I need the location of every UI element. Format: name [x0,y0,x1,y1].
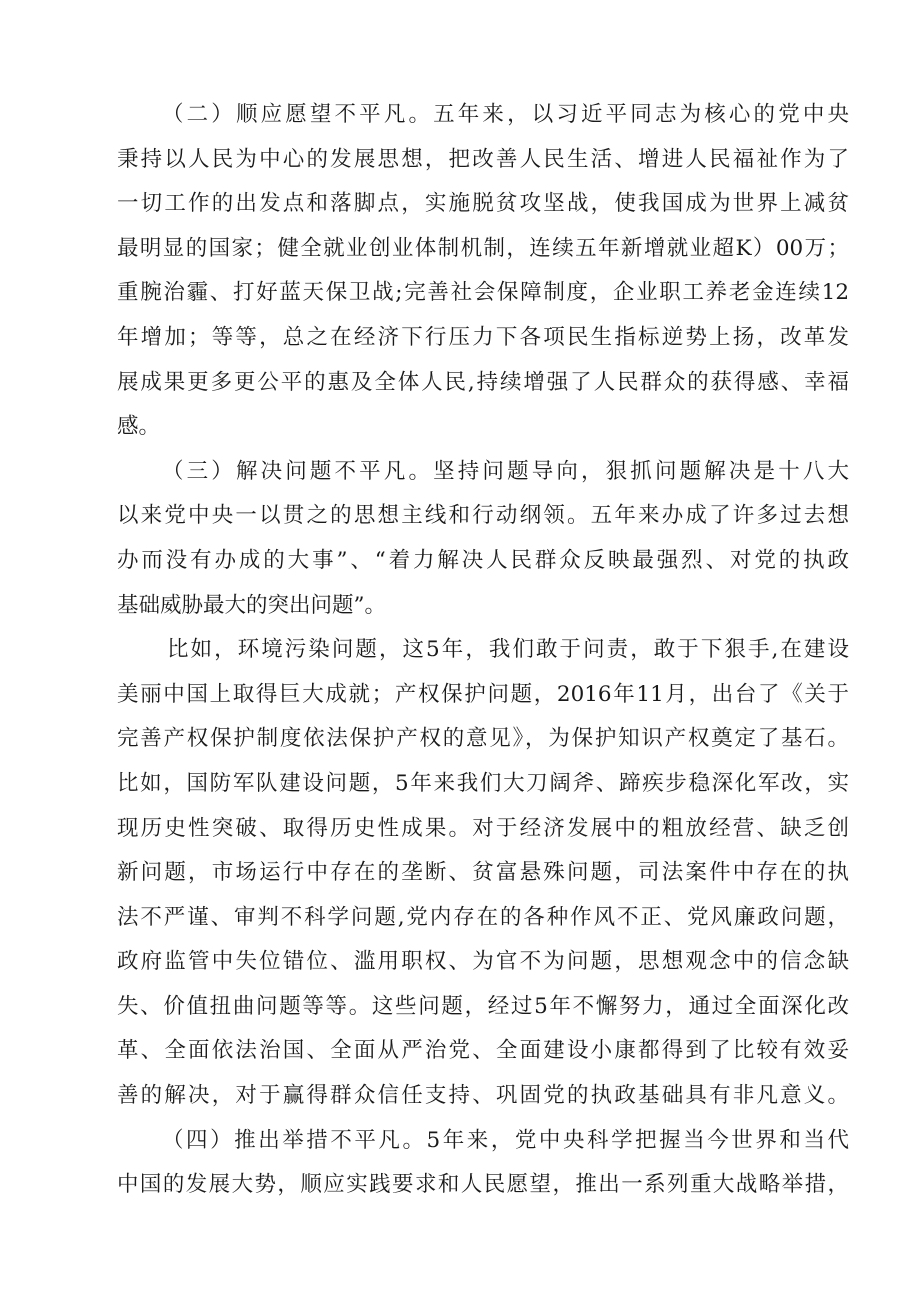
paragraph-3-line-2: 以来党中央一以贯之的思想主线和行动纲领。五年来办成了许多过去想 [117,503,849,529]
paragraph-3-line-1: （三）解决问题不平凡。坚持问题导向，狠抓问题解决是十八大 [162,458,849,484]
example-paragraph-line-4: 比如，国防军队建设问题，5年来我们大刀阔斧、蹄疾步稳深化军改，实 [117,770,849,796]
paragraph-2-line-8: 感。 [117,414,161,440]
paragraph-2-line-7: 展成果更多更公平的惠及全体人民,持续增强了人民群众的获得感、幸福 [117,369,849,395]
example-paragraph-line-9: 失、价值扭曲问题等等。这些问题，经过5年不懈努力，通过全面深化改 [117,993,849,1019]
example-paragraph-line-6: 新问题，市场运行中存在的垄断、贫富悬殊问题，司法案件中存在的执 [117,860,849,886]
example-paragraph-line-1: 比如，环境污染问题，这5年，我们敢于问责，敢于下狠手,在建设 [167,637,849,663]
paragraph-2-line-3: 一切工作的出发点和落脚点，实施脱贫攻坚战，使我国成为世界上减贫 [117,191,849,217]
paragraph-2-line-4: 最明显的国家；健全就业创业体制机制，连续五年新增就业超K）00万； [117,235,849,261]
document-body [117,93,849,1208]
paragraph-2-line-1: （二）顺应愿望不平凡。五年来，以习近平同志为核心的党中央 [162,102,849,127]
example-paragraph-line-11: 善的解决，对于赢得群众信任支持、巩固党的执政基础具有非凡意义。 [117,1083,849,1109]
paragraph-3-line-4: 基础威胁最大的突出问题”。 [117,592,386,618]
paragraph-2-line-5: 重腕治霾、打好蓝天保卫战;完善社会保障制度，企业职工养老金连续12 [117,280,849,306]
paragraph-4-line-2: 中国的发展大势，顺应实践要求和人民愿望，推出一系列重大战略举措， [117,1172,849,1198]
paragraph-4-line-1: （四）推出举措不平凡。5年来，党中央科学把握当今世界和当代 [162,1127,849,1153]
paragraph-2-line-6: 年增加；等等，总之在经济下行压力下各项民生指标逆势上扬，改革发 [117,324,849,350]
example-paragraph-line-8: 政府监管中失位错位、滥用职权、为官不为问题，思想观念中的信念缺 [117,949,849,975]
example-paragraph-line-3: 完善产权保护制度依法保护产权的意见》，为保护知识产权奠定了基石。 [117,726,849,752]
example-paragraph-line-5: 现历史性突破、取得历史性成果。对于经济发展中的粗放经营、缺乏创 [117,815,849,841]
example-paragraph-line-7: 法不严谨、审判不科学问题,党内存在的各种作风不正、党风廉政问题， [117,904,849,930]
paragraph-2-line-2: 秉持以人民为中心的发展思想，把改善人民生活、增进人民福祉作为了 [117,146,849,172]
paragraph-3-line-3: 办而没有办成的大事”、“着力解决人民群众反映最强烈、对党的执政 [117,547,849,573]
example-paragraph-line-2: 美丽中国上取得巨大成就；产权保护问题，2016年11月，出台了《关于 [117,681,849,707]
example-paragraph-line-10: 革、全面依法治国、全面从严治党、全面建设小康都得到了比较有效妥 [117,1038,849,1064]
